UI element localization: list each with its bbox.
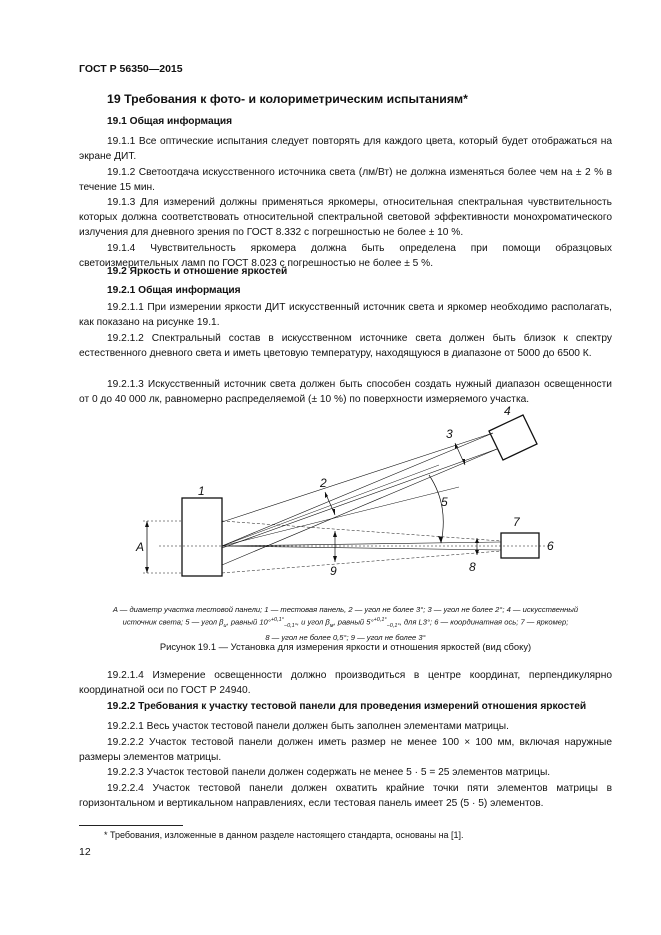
label-4: 4 — [504, 405, 511, 418]
footnote: * Требования, изложенные в данном разделе настоящего стандарта, основаны на [1]. — [104, 830, 464, 840]
luminance-meter-shape — [501, 533, 539, 558]
para-19-1-3: 19.1.3 Для измерений должны применяться яркомеры, относительная спектральная чувствительность которых должна соответствовать относительной спектральной световой эффективности монохроматического излучения для дневного зрения по ГОСТ 8.332 с погрешностью не более ± 10 %. — [79, 197, 612, 239]
section-title: 19 Требования к фото- и колориметрическим испытаниям* — [107, 92, 468, 106]
para-19-2-1-4: 19.2.1.4 Измерение освещенности должно производиться в центре координат, перпендикулярно координатной оси по ГОСТ Р 24940. — [79, 670, 612, 697]
light-source-shape — [489, 415, 537, 460]
label-3: 3 — [446, 427, 453, 441]
document-header: ГОСТ Р 56350—2015 — [79, 63, 183, 75]
para-19-2-2-4: 19.2.2.4 Участок тестовой панели должен охватить крайние точки пяти элементов матрицы в горизонтальном и вертикальном направлениях, если тестовая панель имеет 25 (5 · 5) элементов. — [79, 783, 612, 810]
para-19-2-2-2: 19.2.2.2 Участок тестовой панели должен иметь размер не менее 100 × 100 мм, включая наружные размеры элементов матрицы. — [79, 737, 612, 764]
heading-19-1: 19.1 Общая информация — [107, 116, 233, 127]
para-19-1-4: 19.1.4 Чувствительность яркомера должна быть определена при помощи образцовых светоизмерительных ламп по ГОСТ 8.023 с погрешностью не более ± 5 %. — [79, 243, 612, 270]
para-19-2-1-2: 19.2.1.2 Спектральный состав в искусственном источнике света должен быть близок к спектру естественного дневного света и иметь цветовую температуру, находящуюся в диапазоне от 5000 до 6500 К. — [79, 333, 612, 360]
para-19-1-2: 19.1.2 Светоотдача искусственного источника света (лм/Вт) не должна изменяться более чем на ± 2 % в течение 15 мин. — [79, 167, 612, 194]
label-8: 8 — [469, 560, 476, 574]
label-6: 6 — [547, 539, 554, 553]
figure-caption: Рисунок 19.1 — Установка для измерения яркости и отношения яркостей (вид сбоку) — [159, 641, 532, 652]
para-19-2-2-1: 19.2.2.1 Весь участок тестовой панели должен быть заполнен элементами матрицы. — [107, 721, 509, 732]
heading-19-2-1: 19.2.1 Общая информация — [107, 285, 241, 296]
label-7: 7 — [513, 515, 520, 529]
test-panel-shape — [182, 498, 222, 576]
label-1: 1 — [198, 484, 205, 498]
para-19-2-1-3: 19.2.1.3 Искусственный источник света должен быть способен создать нужный диапазон освещенности от 0 до 40 000 лк, равномерно распределяемой (± 10 %) по поверхности измеряемого участка. — [79, 379, 612, 406]
footnote-divider — [79, 825, 183, 826]
para-19-2-2-3: 19.2.2.3 Участок тестовой панели должен содержать не менее 5 · 5 = 25 элементов матрицы. — [107, 767, 551, 778]
label-A: A — [136, 540, 145, 554]
figure-legend: A — диаметр участка тестовой панели; 1 — тестовая панель, 2 — угол не более 3°; 3 — угол не более 2°; 4 — искусственный источник света; 5 — угол $\beta_и$, равный 10°$^{+0,1^\circ}_{-0,1^\circ}$, и угол $\beta_м$, равный 5°$^{+0,1^\circ}_{-0,1^\circ}$, для L3°; 6 — координатная ось; 7 — яркомер; 8 — угол не более 0,5°; 9 — угол не более 3° — [112, 605, 579, 643]
para-19-2-1-1: 19.2.1.1 При измерении яркости ДИТ искусственный источник света и яркомер необходимо располагать, как показано на рисунке 19.1. — [79, 302, 612, 329]
page-number: 12 — [79, 846, 91, 858]
label-9: 9 — [330, 564, 337, 578]
figure-19-1-diagram — [79, 405, 612, 600]
heading-19-2: 19.2 Яркость и отношение яркостей — [107, 266, 288, 277]
label-2: 2 — [320, 476, 327, 490]
para-19-1-1: 19.1.1 Все оптические испытания следует повторять для каждого цвета, который будет отображаться на экране ДИТ. — [79, 136, 612, 163]
label-5: 5 — [441, 495, 448, 509]
heading-19-2-2: 19.2.2 Требования к участку тестовой панели для проведения измерений отношения яркостей — [107, 701, 587, 712]
